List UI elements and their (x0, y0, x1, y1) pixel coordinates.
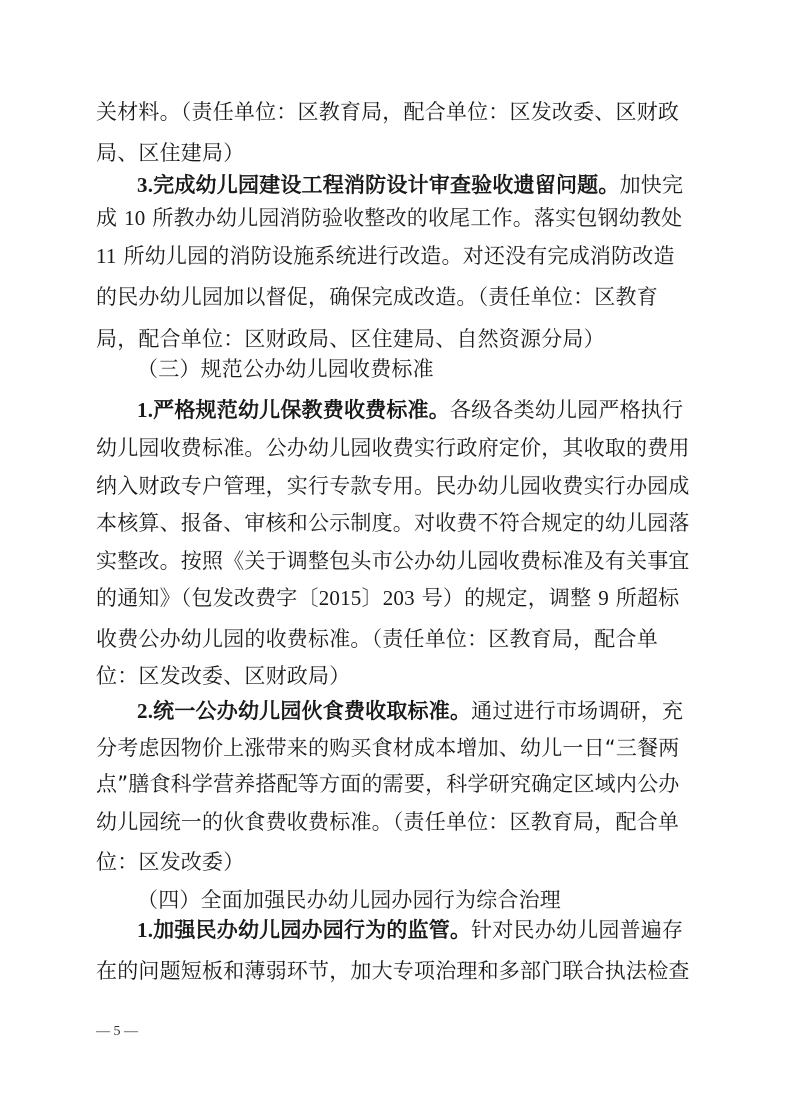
bold-heading-text: 1. (137, 918, 154, 942)
text-line (137, 696, 697, 726)
body-text: 通过进行市场调研，充 (471, 699, 684, 723)
text-line (137, 170, 697, 200)
body-text: （三）规范公办幼儿园收费标准 (137, 357, 434, 381)
text-line (96, 471, 696, 501)
body-text: 2015 (318, 586, 362, 610)
body-text: 加快完 (619, 173, 684, 197)
text-line (96, 138, 696, 168)
bold-heading-text: 1. (137, 398, 154, 422)
body-text: 号）的规定，调整 (414, 586, 599, 610)
text-line (96, 847, 696, 877)
text-line (96, 508, 696, 538)
bold-heading-text: 统一公办幼儿园伙食费收取标准。 (153, 699, 472, 723)
body-text: 所教办幼儿园消防验收整改的收尾工作。落实包钢幼教处 (145, 206, 683, 230)
text-line (137, 354, 697, 384)
text-line (96, 282, 696, 312)
body-text: 的民办幼儿园加以督促，确保完成改造。（责任单位：区教育 (96, 285, 658, 309)
text-line (96, 769, 696, 799)
body-text: 的通知》（包发改费字〔 (96, 586, 319, 610)
text-line (137, 395, 697, 425)
text-line (96, 661, 696, 691)
text-line (96, 807, 696, 837)
text-line (96, 324, 696, 354)
body-text: 纳入财政专户管理，实行专款专用。民办幼儿园收费实行办园成 (96, 474, 690, 498)
body-text: 各级各类幼儿园严格执行 (449, 398, 684, 422)
text-line (96, 546, 696, 576)
body-text: 10 (124, 206, 146, 230)
text-line (96, 433, 696, 463)
body-text: 203 (382, 586, 415, 610)
body-text: 点”膳食科学营养搭配等方面的需要，科学研究确定区域内公办 (96, 772, 680, 796)
body-text: 分考虑因物价上涨带来的购买食材成本增加、幼儿一日“三餐两 (96, 736, 680, 760)
body-text: 在的问题短板和薄弱环节，加大专项治理和多部门联合执法检查 (96, 959, 690, 983)
text-line (137, 885, 697, 915)
body-text: 〕 (361, 586, 383, 610)
body-text: 幼儿园收费标准。公办幼儿园收费实行政府定价，其收取的费用 (96, 436, 690, 460)
body-text: 局、区住建局） (96, 141, 245, 165)
body-text: 收费公办幼儿园的收费标准。（责任单位：区教育局，配合单 (96, 627, 658, 651)
bold-heading-text: 完成幼儿园建设工程消防设计审查验收遗留问题。 (153, 173, 620, 197)
bold-heading-text: 严格规范幼儿保教费收费标准。 (153, 398, 450, 422)
body-text: 关材料。（责任单位：区教育局，配合单位：区发改委、区财政 (96, 100, 680, 124)
body-text: （四）全面加强民办幼儿园办园行为综合治理 (137, 888, 561, 912)
text-line (96, 241, 696, 271)
page-number: — 5 — (96, 1024, 138, 1039)
bold-heading-text: 加强民办幼儿园办园行为的监管。 (153, 918, 472, 942)
body-text: 实整改。按照《关于调整包头市公办幼儿园收费标准及有关事宜 (96, 549, 690, 573)
body-text: 所幼儿园的消防设施系统进行改造。对还没有完成消防改造 (116, 244, 675, 268)
body-text: 成 (96, 206, 125, 230)
body-text: 针对民办幼儿园普遍存 (471, 918, 684, 942)
text-line (137, 915, 697, 945)
text-line (96, 624, 696, 654)
body-text: 11 (96, 244, 117, 268)
body-text: 本核算、报备、审核和公示制度。对收费不符合规定的幼儿园落 (96, 511, 690, 535)
text-line (96, 956, 696, 986)
body-text: 局，配合单位：区财政局、区住建局、自然资源分局） (96, 327, 605, 351)
text-line (96, 97, 696, 127)
bold-heading-text: 2. (137, 699, 154, 723)
text-line (96, 733, 696, 763)
body-text: 所超标 (608, 586, 680, 610)
bold-heading-text: 3. (137, 173, 154, 197)
body-text: 幼儿园统一的伙食费收费标准。（责任单位：区教育局，配合单 (96, 810, 680, 834)
body-text: 位：区发改委） (96, 850, 245, 874)
text-line (96, 583, 696, 613)
body-text: 位：区发改委、区财政局） (96, 664, 351, 688)
text-line (96, 203, 696, 233)
body-text: 9 (598, 586, 609, 610)
